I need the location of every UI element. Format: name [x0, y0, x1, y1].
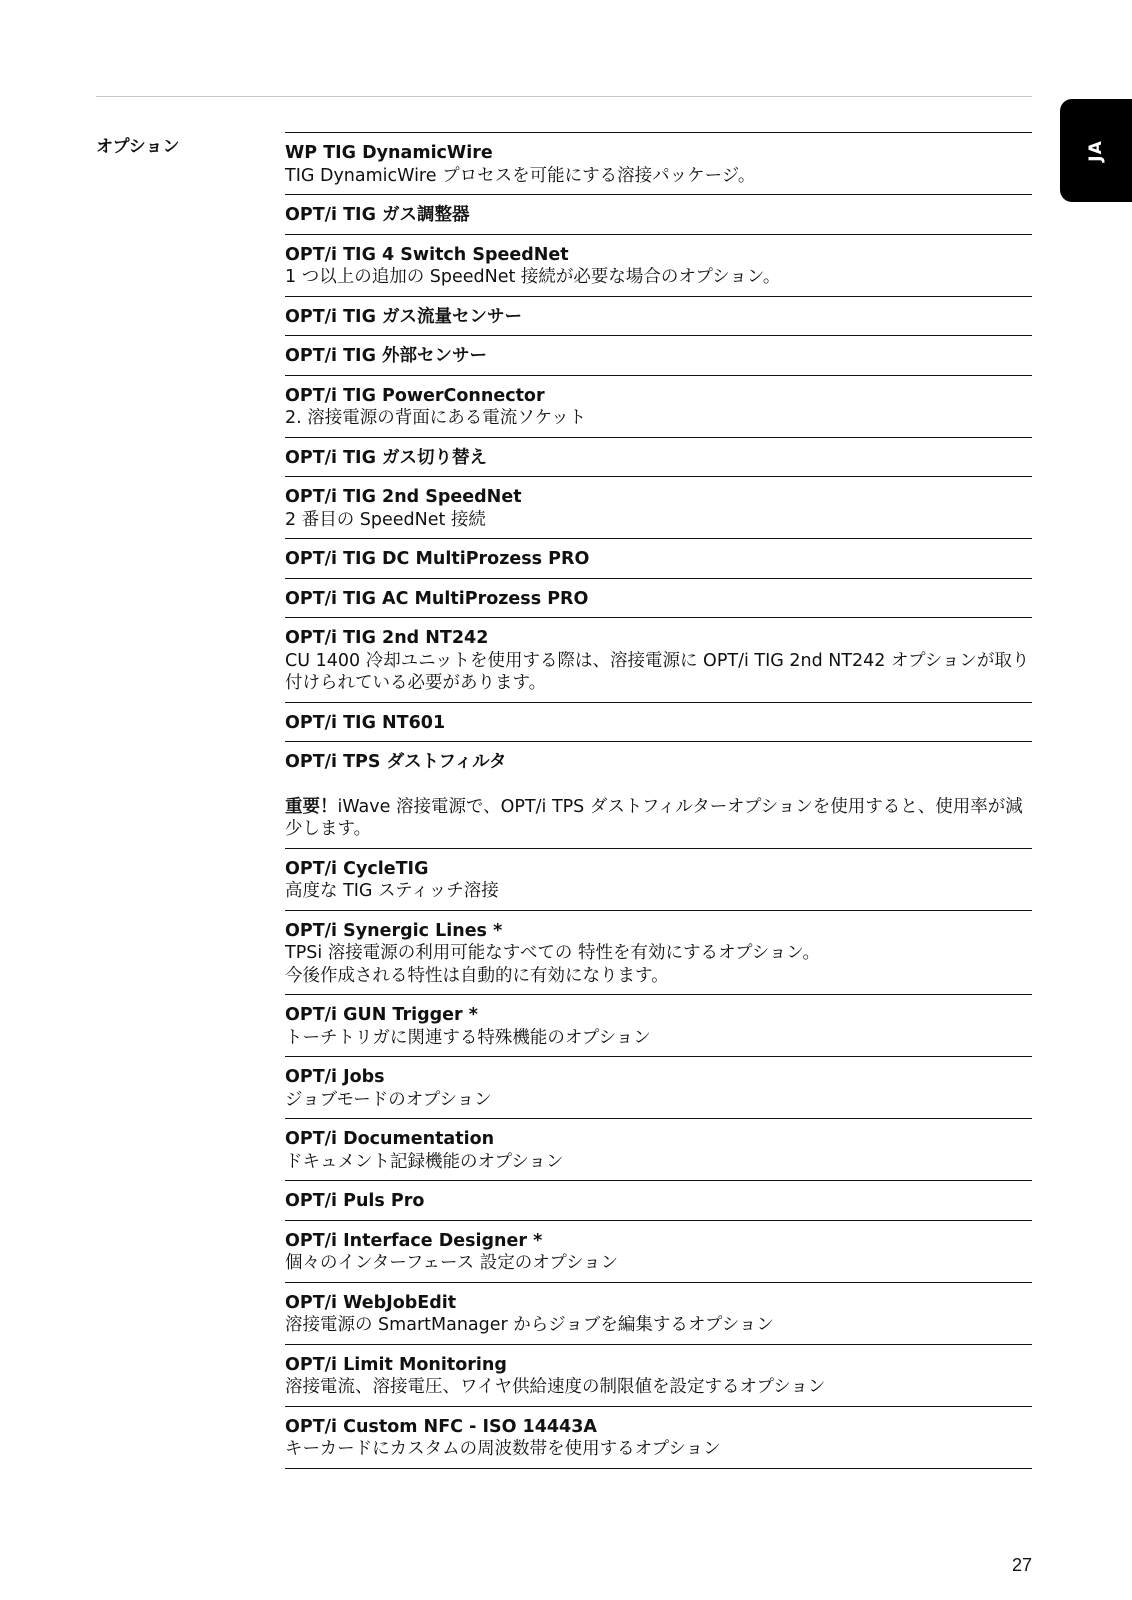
- option-item: [285, 477, 1032, 539]
- option-description: TPSi 溶接電源の利用可能なすべての 特性を有効にするオプション。 今後作成される特性は自動的に有効になります。: [285, 943, 821, 986]
- header-rule: [96, 96, 1032, 97]
- option-note: [285, 796, 1032, 841]
- option-description: 2. 溶接電源の背面にある電流ソケット: [285, 408, 587, 428]
- option-description: 高度な TIG スティッチ溶接: [285, 881, 499, 901]
- option-description: ドキュメント記録機能のオプション: [285, 1151, 564, 1172]
- option-item: [285, 911, 1032, 996]
- option-item: [285, 336, 1032, 376]
- option-title: OPT/i TIG NT601: [285, 712, 446, 733]
- option-title: OPT/i CycleTIG: [285, 858, 429, 879]
- option-title: OPT/i TIG ガス切り替え: [285, 447, 488, 468]
- option-item: [285, 376, 1032, 438]
- option-item: [285, 1407, 1032, 1469]
- option-description: キーカードにカスタムの周波数帯を使用するオプション: [285, 1439, 721, 1459]
- option-title: OPT/i Synergic Lines *: [285, 920, 503, 941]
- note-label: 重要！: [285, 796, 338, 817]
- option-item: [285, 849, 1032, 911]
- option-description: ジョブモードのオプション: [285, 1089, 492, 1110]
- option-title: OPT/i TIG 2nd NT242: [285, 628, 489, 648]
- option-description: 1 つ以上の追加の SpeedNet 接続が必要な場合のオプション。: [285, 267, 781, 287]
- option-item: [285, 297, 1032, 337]
- section-title: オプション: [96, 137, 180, 157]
- option-description: 溶接電流、溶接電圧、ワイヤ供給速度の制限値を設定するオプション: [285, 1377, 826, 1397]
- option-item: [285, 195, 1032, 235]
- option-description: 2 番目の SpeedNet 接続: [285, 509, 486, 530]
- option-title: OPT/i TIG 4 Switch SpeedNet: [285, 244, 569, 265]
- option-item: [285, 1119, 1032, 1181]
- option-description: 個々のインターフェース 設定のオプション: [285, 1253, 619, 1273]
- page-number: 27: [1011, 1555, 1032, 1575]
- option-item: [285, 703, 1032, 743]
- option-title: OPT/i TIG ガス流量センサー: [285, 306, 523, 327]
- option-item: [285, 1345, 1032, 1407]
- option-item: [285, 1181, 1032, 1221]
- option-title: WP TIG DynamicWire: [285, 143, 493, 163]
- option-item: [285, 133, 1032, 195]
- option-item: [285, 235, 1032, 297]
- option-item: [285, 579, 1032, 619]
- language-tab-label: JA: [1086, 139, 1106, 162]
- option-item: [285, 742, 1032, 849]
- option-item: [285, 995, 1032, 1057]
- option-title: OPT/i GUN Trigger *: [285, 1005, 478, 1025]
- option-description: 溶接電源の SmartManager からジョブを編集するオプション: [285, 1315, 774, 1335]
- option-item: [285, 438, 1032, 478]
- option-title: OPT/i TIG AC MultiProzess PRO: [285, 588, 589, 609]
- option-description: CU 1400 冷却ユニットを使用する際は、溶接電源に OPT/i TIG 2nd NT242 オプションが取り付けられている必要があります。: [285, 650, 1030, 693]
- option-title: OPT/i TIG 外部センサー: [285, 346, 488, 366]
- option-item: [285, 1221, 1032, 1283]
- option-description: TIG DynamicWire プロセスを可能にする溶接パッケージ。: [285, 165, 756, 186]
- option-title: OPT/i TIG 2nd SpeedNet: [285, 487, 522, 507]
- option-description: トーチトリガに関連する特殊機能のオプション: [285, 1027, 651, 1048]
- option-title: OPT/i Limit Monitoring: [285, 1354, 507, 1375]
- option-title: OPT/i TPS ダストフィルタ: [285, 752, 507, 772]
- option-title: OPT/i TIG PowerConnector: [285, 385, 545, 406]
- option-item: [285, 1283, 1032, 1345]
- option-title: OPT/i Custom NFC - ISO 14443A: [285, 1416, 597, 1437]
- options-list: [285, 132, 1032, 1469]
- option-item: [285, 539, 1032, 579]
- option-item: [285, 1057, 1032, 1119]
- option-title: OPT/i TIG DC MultiProzess PRO: [285, 549, 590, 569]
- note-text: iWave 溶接電源で、OPT/i TPS ダストフィルターオプションを使用すると、使用率が減少します。: [285, 796, 1023, 839]
- option-title: OPT/i TIG ガス調整器: [285, 205, 470, 225]
- option-title: OPT/i WebJobEdit: [285, 1292, 457, 1313]
- option-item: [285, 618, 1032, 703]
- language-tab[interactable]: [1060, 99, 1132, 202]
- option-title: OPT/i Documentation: [285, 1129, 495, 1149]
- option-title: OPT/i Jobs: [285, 1067, 385, 1087]
- option-title: OPT/i Puls Pro: [285, 1191, 425, 1211]
- option-title: OPT/i Interface Designer *: [285, 1230, 543, 1251]
